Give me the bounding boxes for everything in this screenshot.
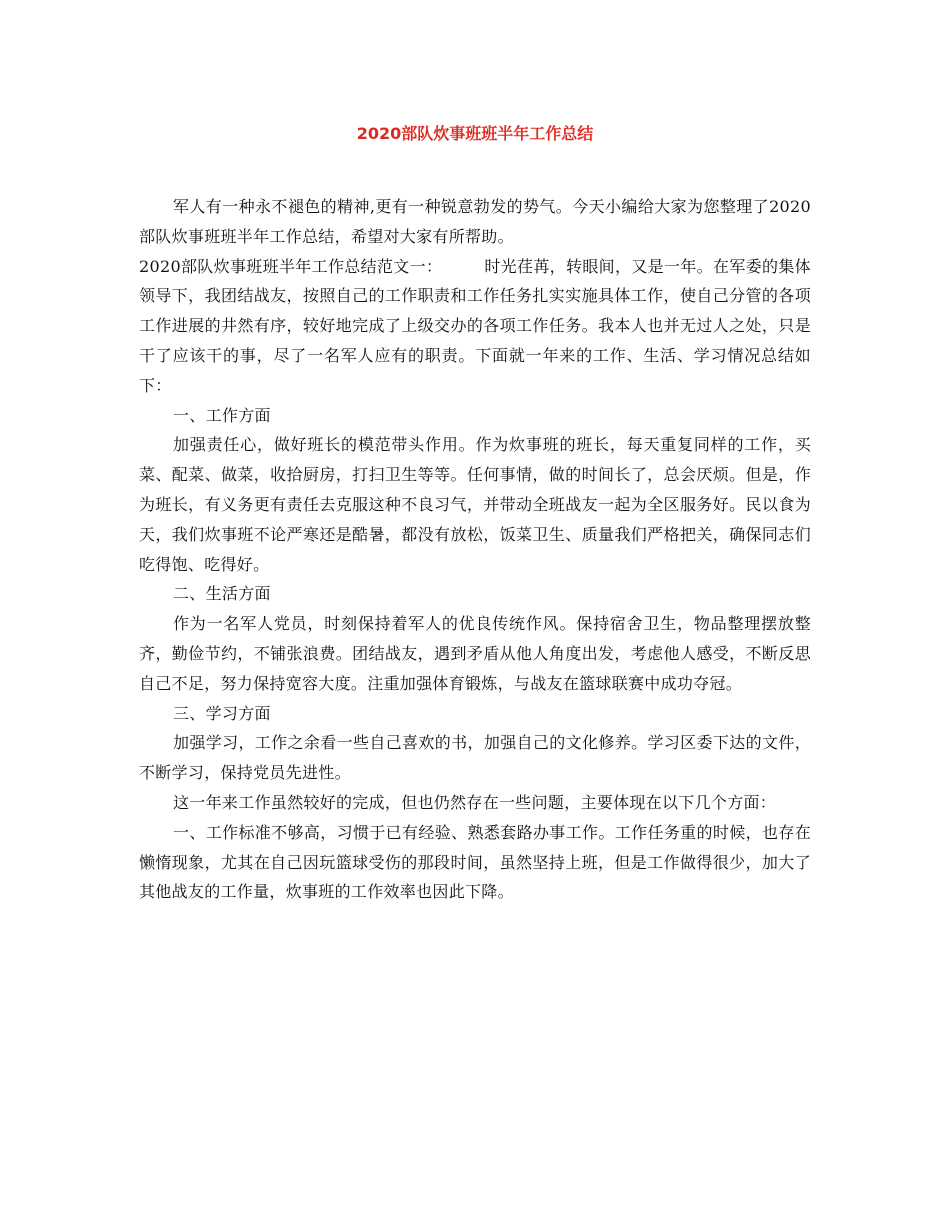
sample-text: 时光荏苒，转眼间，又是一年。在军委的集体领导下，我团结战友，按照自己的工作职责和工作任务扎实实施具体工作，使自己分管的各项工作进展的井然有序，较好地完成了上级交办的各项工作任务。我本人也并无过人之处，只是干了应该干的事，尽了一名军人应有的职责。下面就一年来的工作、生活、学习情况总结如下： <box>139 256 811 395</box>
document-title: 2020部队炊事班班半年工作总结 <box>356 124 594 143</box>
section-text-work: 加强责任心，做好班长的模范带头作用。作为炊事班的班长，每天重复同样的工作，买菜、配菜、做菜，收拾厨房，打扫卫生等等。任何事情，做的时间长了，总会厌烦。但是，作为班长，有义务更有责任去克服这种不良习气，并带动全班战友一起为全区服务好。民以食为天，我们炊事班不论严寒还是酷暑，都没有放松，饭菜卫生、质量我们严格把关，确保同志们吃得饱、吃得好。 <box>139 435 811 574</box>
section-text-life: 作为一名军人党员，时刻保持着军人的优良传统作风。保持宿舍卫生，物品整理摆放整齐，勤俭节约，不铺张浪费。团结战友，遇到矛盾从他人角度出发，考虑他人感受，不断反思自己不足，努力保持宽容大度。注重加强体育锻炼，与战友在篮球联赛中成功夺冠。 <box>139 614 811 693</box>
problem-1-paragraph: 一、工作标准不够高，习惯于已有经验、熟悉套路办事工作。工作任务重的时候，也存在懒惰现象，尤其在自己因玩篮球受伤的那段时间，虽然坚持上班，但是工作做得很少，加大了其他战友的工作量，炊事班的工作效率也因此下降。 <box>139 822 811 902</box>
section-heading-work: 一、工作方面 <box>173 405 271 425</box>
section-heading-study: 三、学习方面 <box>173 703 271 723</box>
intro-paragraph: 军人有一种永不褪色的精神,更有一种锐意勃发的势气。今天小编给大家为您整理了2020部队炊事班班半年工作总结，希望对大家有所帮助。 <box>139 197 811 246</box>
section-text-study: 加强学习，工作之余看一些自己喜欢的书，加强自己的文化修养。学习区委下达的文件，不断学习，保持党员先进性。 <box>139 733 811 783</box>
sample-label: 2020部队炊事班班半年工作总结范文一： <box>139 256 443 276</box>
problems-intro-paragraph: 这一年来工作虽然较好的完成，但也仍然存在一些问题，主要体现在以下几个方面： <box>173 792 777 812</box>
document-body <box>139 192 811 907</box>
sample-paragraph <box>139 252 811 401</box>
section-heading-life: 二、生活方面 <box>173 584 271 604</box>
